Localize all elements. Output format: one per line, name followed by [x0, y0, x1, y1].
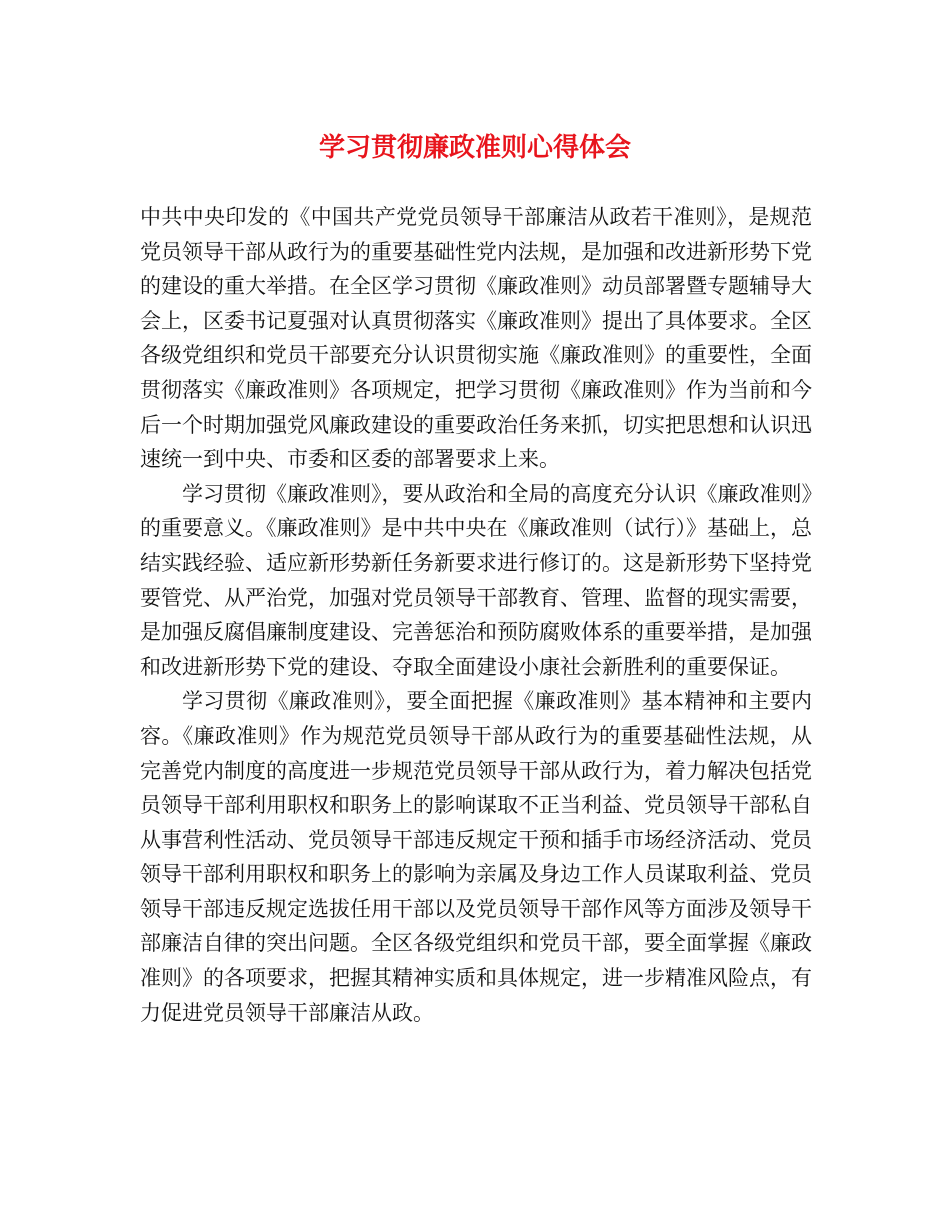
paragraph-2: 学习贯彻《廉政准则》，要从政治和全局的高度充分认识《廉政准则》的重要意义。《廉政准则》是中共中央在《廉政准则（试行）》基础上，总结实践经验、适应新形势新任务新要求进行修订的。这是新形势下坚持党要管党、从严治党，加强对党员领导干部教育、管理、监督的现实需要，是加强反腐倡廉制度建设、完善惩治和预防腐败体系的重要举措，是加强和改进新形势下党的建设、夺取全面建设小康社会新胜利的重要保证。 — [140, 481, 812, 679]
document-body — [140, 200, 812, 1030]
document-title: 学习贯彻廉政准则心得体会 — [318, 133, 631, 163]
paragraph-1: 中共中央印发的《中国共产党党员领导干部廉洁从政若干准则》，是规范党员领导干部从政行为的重要基础性党内法规，是加强和改进新形势下党的建设的重大举措。在全区学习贯彻《廉政准则》动员部署暨专题辅导大会上，区委书记夏强对认真贯彻落实《廉政准则》提出了具体要求。全区各级党组织和党员干部要充分认识贯彻实施《廉政准则》的重要性，全面贯彻落实《廉政准则》各项规定，把学习贯彻《廉政准则》作为当前和今后一个时期加强党风廉政建设的重要政治任务来抓，切实把思想和认识迅速统一到中央、市委和区委的部署要求上来。 — [140, 205, 812, 472]
paragraph-3: 学习贯彻《廉政准则》，要全面把握《廉政准则》基本精神和主要内容。《廉政准则》作为规范党员领导干部从政行为的重要基础性法规，从完善党内制度的高度进一步规范党员领导干部从政行为，着力解决包括党员领导干部利用职权和职务上的影响谋取不正当利益、党员领导干部私自从事营利性活动、党员领导干部违反规定干预和插手市场经济活动、党员领导干部利用职权和职务上的影响为亲属及身边工作人员谋取利益、党员领导干部违反规定选拔任用干部以及党员领导干部作风等方面涉及领导干部廉洁自律的突出问题。全区各级党组织和党员干部，要全面掌握《廉政准则》的各项要求，把握其精神实质和具体规定，进一步精准风险点，有力促进党员领导干部廉洁从政。 — [140, 689, 812, 1025]
